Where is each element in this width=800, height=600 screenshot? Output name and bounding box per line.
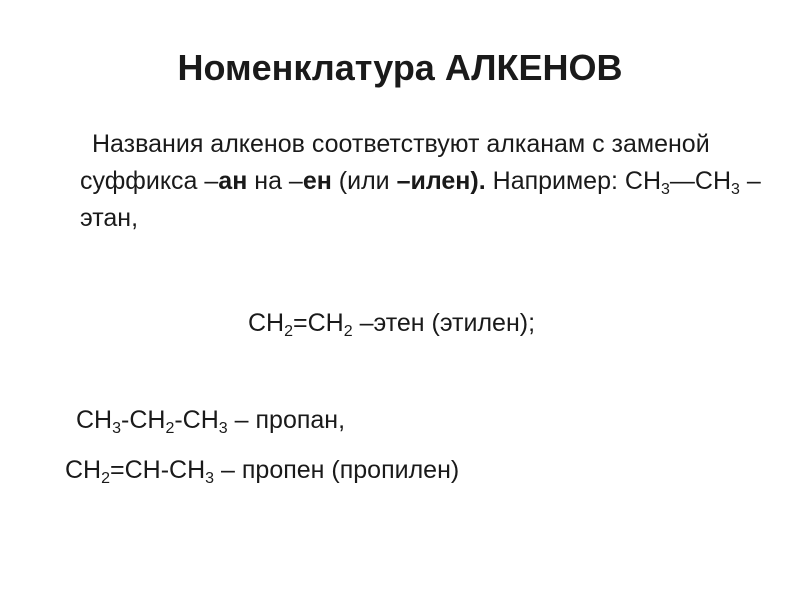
para-text-1: Названия алкенов соответствуют алканам с заменой суффикса – [80,130,710,195]
ethene-line: $CH_2=CH_2$ –этен (этилен); [248,309,536,340]
para-bold-suffix-an: ан [218,167,248,195]
para-bold-suffix-en: ен [302,167,332,195]
nomenclature-paragraph [80,126,770,237]
para-bold-suffix-ilen: –илен). [396,167,486,195]
para-text-3: (или [331,167,397,195]
propane-line: $CH_3-CH_2-CH_3$ – пропан, [76,406,346,437]
ethene-name: –этен (этилен); [352,309,536,337]
ethane-formula: $CH_3—CH_3$ [624,167,740,198]
propene-name: – пропен (пропилен) [214,456,460,484]
propene-line: $CH_2=CH-CH_3$ – пропен (пропилен) [65,456,460,487]
para-text-2: на – [247,167,303,195]
ethane-name: – этан, [80,167,761,232]
para-text-4: Например: [485,167,625,195]
propane-name: – пропан, [227,406,346,434]
slide-title: Номенклатура АЛКЕНОВ [177,47,623,88]
